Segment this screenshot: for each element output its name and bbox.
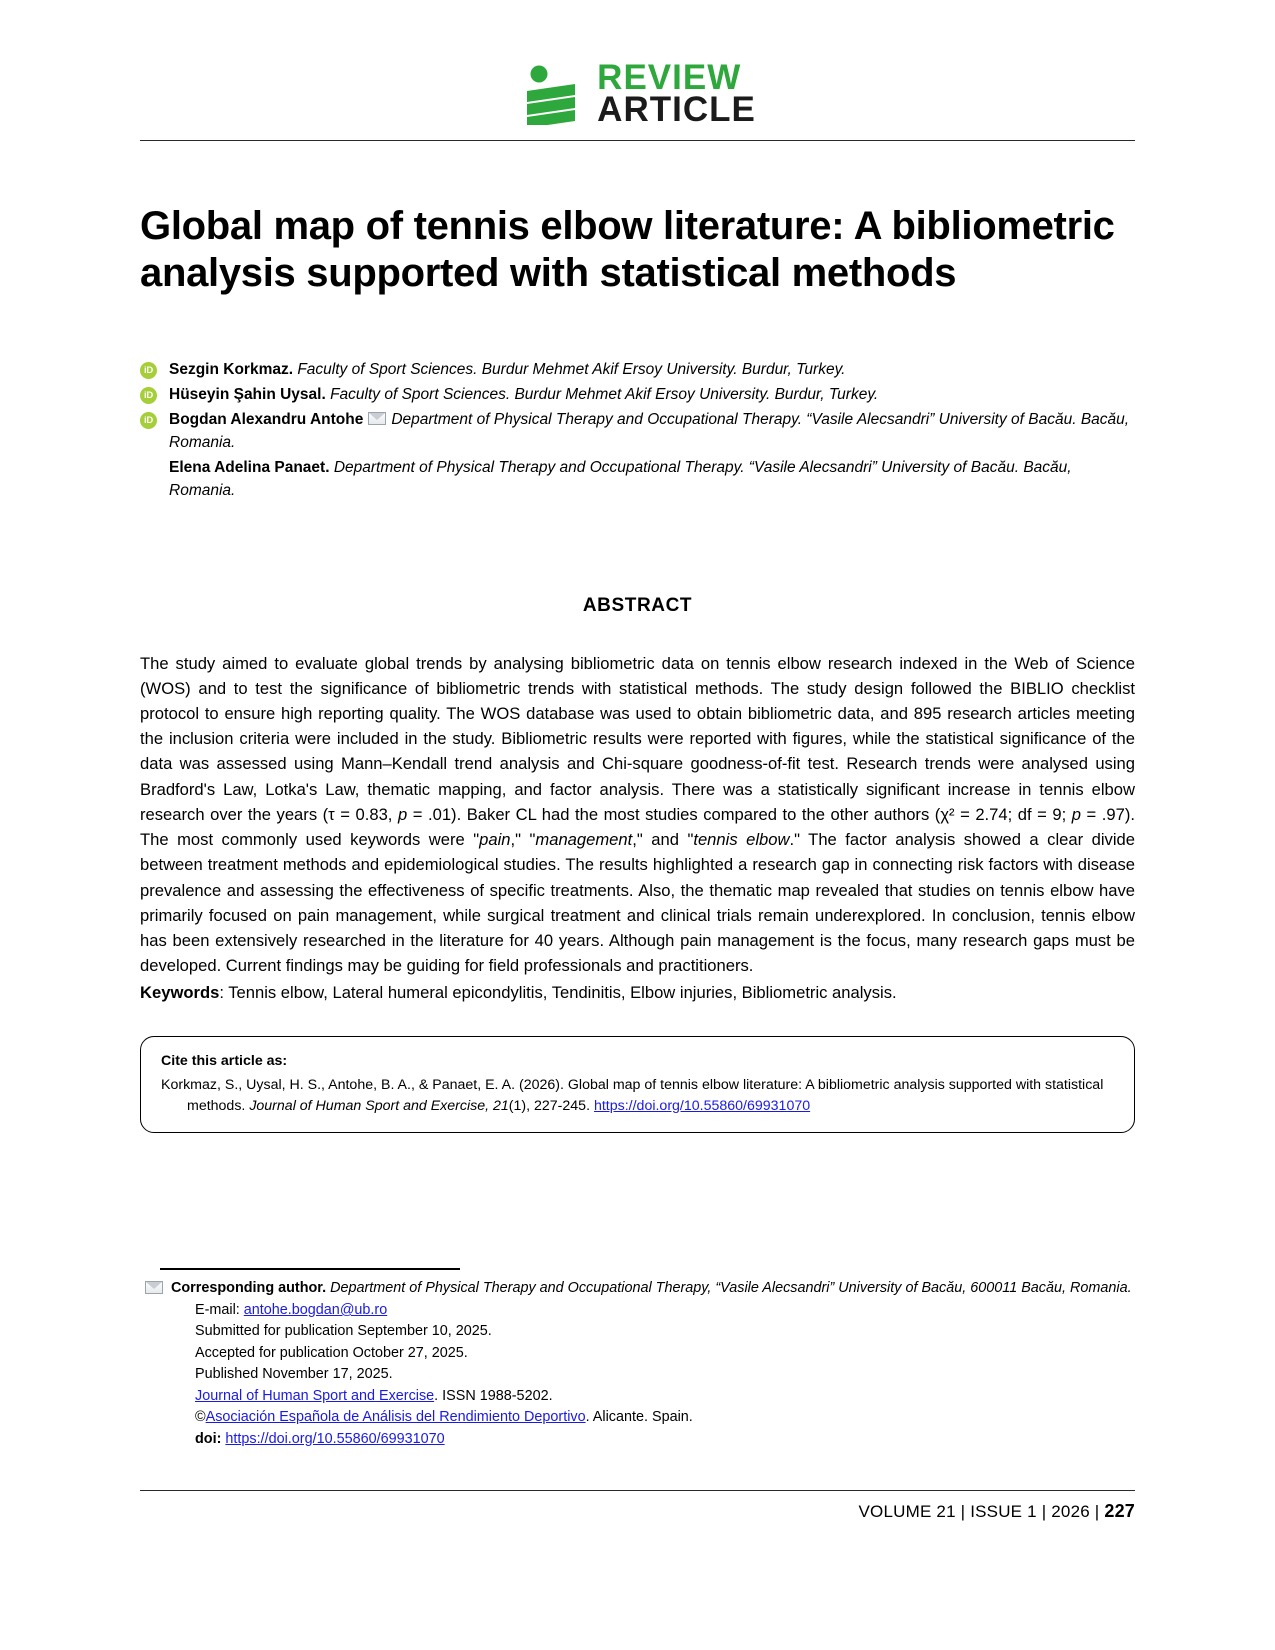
footnote-accepted: Accepted for publication October 27, 2025. xyxy=(195,1344,468,1361)
abstract-text xyxy=(140,651,1135,979)
author-affiliation: Department of Physical Therapy and Occupational Therapy. “Vasile Alecsandri” University of Bacău. Bacău, Romania. xyxy=(169,458,1072,499)
abstract-stat-p-2: p xyxy=(1071,804,1082,824)
copyright-symbol: © xyxy=(195,1409,206,1426)
corresponding-author-line xyxy=(140,1278,1135,1298)
abstract-part-1: The study aimed to evaluate global trends by analysing bibliometric data on tennis elbow research indexed in the Web of Science (WOS) and to test the significance of bibliometric trends with statistical methods. The study design followed the BIBLIO checklist protocol to ensure high reporting quality. The WOS database was used to obtain bibliometric data, and 895 research articles meeting the inclusion criteria were included in the study. Bibliometric results were reported with figures, while the statistical significance of the data was assessed using Mann–Kendall trend analysis and Chi-square goodness-of-fit test. Research trends were analysed using Bradford's Law, Lotka's Law, thematic mapping, and factor analysis. There was a statistically significant increase in tennis elbow research over the years (τ = 0.83, xyxy=(140,653,1135,824)
author-name: Sezgin Korkmaz. xyxy=(169,360,294,378)
author-entry xyxy=(140,384,1135,407)
abstract-part-6: ." The factor analysis showed a clear divide between treatment methods and epidemiological studies. The results highlighted a research gap in connecting risk factors with disease prevalence and assessing the effectiveness of specific treatments. Also, the thematic map revealed that studies on tennis elbow have primarily focused on pain management, while surgical treatment and clinical trials remain underexplored. In conclusion, tennis elbow has been extensively researched in the literature for 40 years. Although pain management is the focus, many research gaps must be developed. Current findings may be guiding for field professionals and practitioners. xyxy=(140,830,1135,976)
footnote-email-line xyxy=(195,1299,1135,1320)
abstract-keyword-tennis-elbow: tennis elbow xyxy=(693,830,790,850)
abstract-part-4: ," " xyxy=(510,830,536,850)
review-article-logo xyxy=(519,58,756,130)
author-text xyxy=(169,409,1135,455)
journal-link[interactable]: Journal of Human Sport and Exercise xyxy=(195,1387,435,1404)
orcid-icon[interactable]: iD xyxy=(140,362,157,379)
footer-divider xyxy=(140,1490,1135,1491)
doi-link[interactable]: https://doi.org/10.55860/69931070 xyxy=(225,1430,445,1447)
volume-issue-text: VOLUME 21 | ISSUE 1 | 2026 | xyxy=(858,1502,1100,1521)
footnote-journal-line xyxy=(195,1385,1135,1406)
publisher-place: . Alicante. Spain. xyxy=(585,1409,693,1426)
cite-box-title: Cite this article as: xyxy=(161,1053,288,1070)
email-label: E-mail: xyxy=(195,1301,244,1318)
header-divider xyxy=(140,140,1135,141)
keywords-value: : Tennis elbow, Lateral humeral epicondylitis, Tendinitis, Elbow injuries, Bibliometric analysis. xyxy=(219,983,897,1003)
cite-text-1: Korkmaz, S., Uysal, H. S., Antohe, B. A., & Panaet, E. A. (2026). Global map of tennis elbow literature: A bibliometric analysis supported with statistical methods. xyxy=(161,1076,1104,1114)
author-list xyxy=(140,359,1135,503)
logo-mark-icon xyxy=(519,63,581,125)
footnote-published: Published November 17, 2025. xyxy=(195,1366,393,1383)
journal-issn: . ISSN 1988-5202. xyxy=(434,1387,553,1404)
page-footer xyxy=(140,1490,1135,1522)
footer-volume-info xyxy=(140,1501,1135,1522)
author-affiliation: Faculty of Sport Sciences. Burdur Mehmet Akif Ersoy University. Burdur, Turkey. xyxy=(330,385,879,403)
footnote-publisher-line xyxy=(195,1407,1135,1428)
author-affiliation: Department of Physical Therapy and Occupational Therapy. “Vasile Alecsandri” University of Bacău. Bacău, Romania. xyxy=(169,410,1130,451)
abstract-keyword-pain: pain xyxy=(479,830,511,850)
logo-wordmark xyxy=(597,58,756,130)
orcid-icon[interactable]: iD xyxy=(140,412,157,429)
author-entry xyxy=(140,457,1135,503)
cite-box-body xyxy=(161,1075,1114,1116)
page-title: Global map of tennis elbow literature: A bibliometric analysis supported with statistical methods xyxy=(140,204,1115,296)
corresponding-author-label: Corresponding author. xyxy=(171,1280,327,1296)
author-text xyxy=(169,457,1135,503)
abstract-part-3: = .97). The most commonly used keywords were " xyxy=(140,804,1135,850)
envelope-icon[interactable] xyxy=(368,412,386,425)
footnote-divider xyxy=(160,1268,460,1270)
envelope-icon xyxy=(145,1281,163,1294)
orcid-placeholder xyxy=(140,460,157,477)
publisher-link[interactable]: Asociación Española de Análisis del Rendimiento Deportivo xyxy=(205,1409,586,1426)
journal-header xyxy=(140,0,1135,130)
logo-line-review: REVIEW xyxy=(597,58,742,97)
author-name: Hüseyin Şahin Uysal. xyxy=(169,385,326,403)
orcid-icon[interactable]: iD xyxy=(140,387,157,404)
abstract-keyword-management: management xyxy=(535,830,633,850)
author-entry xyxy=(140,409,1135,455)
corresponding-author-address: Department of Physical Therapy and Occupational Therapy, “Vasile Alecsandri” University of Bacău, 600011 Bacău, Romania. xyxy=(326,1280,1132,1296)
cite-this-article-box xyxy=(140,1036,1135,1133)
footnote-submitted: Submitted for publication September 10, 2025. xyxy=(195,1323,492,1340)
keywords-line xyxy=(140,981,1135,1006)
cite-doi-link[interactable]: https://doi.org/10.55860/69931070 xyxy=(593,1097,811,1114)
abstract-stat-p-1: p xyxy=(397,804,408,824)
logo-line-article: ARTICLE xyxy=(597,90,756,130)
author-text xyxy=(169,359,1135,382)
footnote-doi-line xyxy=(195,1428,1135,1449)
page-number: 227 xyxy=(1104,1501,1135,1521)
footnote-details xyxy=(195,1299,1135,1449)
author-text xyxy=(169,384,1135,407)
keywords-label: Keywords xyxy=(140,983,220,1003)
author-entry xyxy=(140,359,1135,382)
abstract-heading: ABSTRACT xyxy=(582,594,693,616)
footnote-block xyxy=(140,1268,1135,1450)
abstract-part-2: = .01). Baker CL had the most studies compared to the other authors (χ² = 2.74; df = 9; xyxy=(407,804,1072,824)
author-name: Bogdan Alexandru Antohe xyxy=(169,410,364,428)
author-affiliation: Faculty of Sport Sciences. Burdur Mehmet Akif Ersoy University. Burdur, Turkey. xyxy=(297,360,846,378)
author-name: Elena Adelina Panaet. xyxy=(169,458,330,476)
doi-label: doi: xyxy=(195,1430,222,1447)
abstract-part-5: ," and " xyxy=(632,830,694,850)
cite-text-2: (1), 227-245. xyxy=(508,1097,594,1114)
corresponding-author-text xyxy=(171,1278,1135,1298)
email-link[interactable]: antohe.bogdan@ub.ro xyxy=(243,1301,388,1318)
cite-journal-name: Journal of Human Sport and Exercise, 21 xyxy=(249,1097,509,1114)
